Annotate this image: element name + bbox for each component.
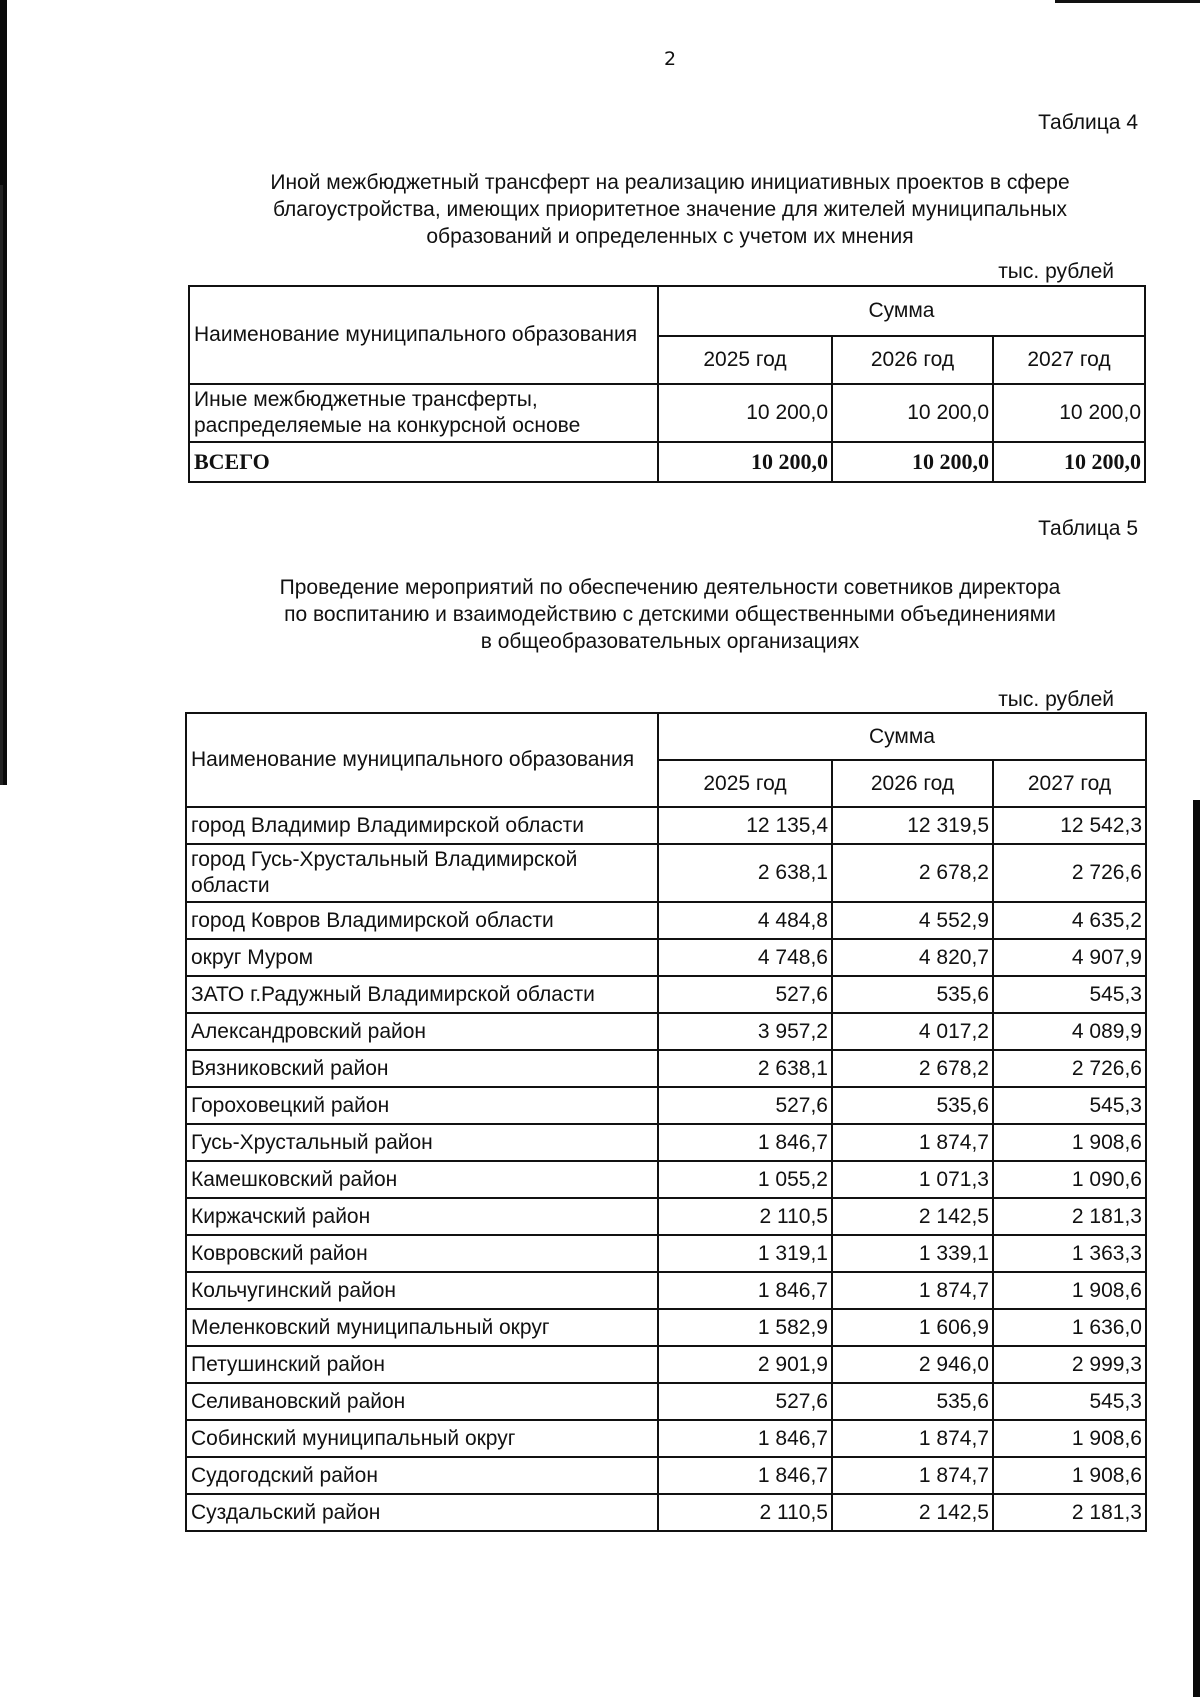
- table-row: [186, 1457, 1146, 1494]
- table4: [188, 285, 1146, 483]
- row-value-2027: 12 542,3: [993, 807, 1146, 844]
- row-value-2026: 535,6: [832, 976, 993, 1013]
- table5-caption-line: в общеобразовательных организациях: [480, 630, 860, 653]
- row-value-2026: 1 606,9: [832, 1309, 993, 1346]
- row-value-2026: 2 946,0: [832, 1346, 993, 1383]
- row-name: Гороховецкий район: [186, 1087, 658, 1124]
- table4-header-year: 2027 год: [993, 336, 1145, 384]
- table-row: [186, 807, 1146, 844]
- row-value-2025: 1 846,7: [658, 1272, 832, 1309]
- total-value-2025: 10 200,0: [658, 442, 832, 482]
- table-row: [186, 939, 1146, 976]
- row-value-2025: 2 638,1: [658, 1050, 832, 1087]
- row-value-2025: 1 846,7: [658, 1420, 832, 1457]
- table-row: [186, 844, 1146, 902]
- row-value-2026: 2 142,5: [832, 1198, 993, 1235]
- row-value-2026: 1 071,3: [832, 1161, 993, 1198]
- row-value-2027: 1 090,6: [993, 1161, 1146, 1198]
- row-value-2025: 1 846,7: [658, 1457, 832, 1494]
- row-value-2027: 2 726,6: [993, 844, 1146, 902]
- row-value-2027: 1 908,6: [993, 1420, 1146, 1457]
- row-value-2025: 2 638,1: [658, 844, 832, 902]
- table4-caption-line: Иной межбюджетный трансферт на реализацию инициативных проектов в сфере: [270, 171, 1070, 194]
- row-value-2025: 12 135,4: [658, 807, 832, 844]
- table-row: [186, 1383, 1146, 1420]
- total-label: ВСЕГО: [189, 442, 658, 482]
- row-value-2025: 1 055,2: [658, 1161, 832, 1198]
- table4-header-sum: Сумма: [658, 286, 1145, 336]
- row-value-2027: 545,3: [993, 1087, 1146, 1124]
- row-value-2027: 545,3: [993, 1383, 1146, 1420]
- row-value-2027: 4 635,2: [993, 902, 1146, 939]
- table4-caption: [200, 169, 1140, 250]
- row-name: Камешковский район: [186, 1161, 658, 1198]
- row-value-2025: 10 200,0: [658, 384, 832, 442]
- table4-label: Таблица 4: [1038, 111, 1138, 134]
- table5-header-name: Наименование муниципального образования: [186, 713, 658, 807]
- table4-caption-line: благоустройства, имеющих приоритетное значение для жителей муниципальных: [272, 198, 1068, 221]
- table5-header-year: 2026 год: [832, 760, 993, 807]
- table5-header-sum: Сумма: [658, 713, 1146, 760]
- row-value-2026: 1 874,7: [832, 1124, 993, 1161]
- row-value-2025: 2 110,5: [658, 1198, 832, 1235]
- row-value-2026: 12 319,5: [832, 807, 993, 844]
- row-value-2027: 1 908,6: [993, 1457, 1146, 1494]
- row-name: Петушинский район: [186, 1346, 658, 1383]
- table5-units: тыс. рублей: [998, 688, 1114, 711]
- row-value-2025: 527,6: [658, 1383, 832, 1420]
- table5-header-row: [186, 713, 1146, 760]
- row-value-2025: 4 748,6: [658, 939, 832, 976]
- row-name: округ Муром: [186, 939, 658, 976]
- row-value-2027: 1 908,6: [993, 1124, 1146, 1161]
- table-row: [186, 1420, 1146, 1457]
- table4-header-year: 2026 год: [832, 336, 993, 384]
- row-value-2025: 1 582,9: [658, 1309, 832, 1346]
- total-value-2026: 10 200,0: [832, 442, 993, 482]
- row-value-2027: 4 089,9: [993, 1013, 1146, 1050]
- row-value-2027: 545,3: [993, 976, 1146, 1013]
- row-value-2026: 4 017,2: [832, 1013, 993, 1050]
- table4-units: тыс. рублей: [998, 260, 1114, 283]
- row-value-2025: 3 957,2: [658, 1013, 832, 1050]
- table-row: [186, 976, 1146, 1013]
- table4-header-row: [189, 286, 1145, 336]
- scan-edge-left-inner: [0, 185, 3, 785]
- table-row: [186, 1198, 1146, 1235]
- row-name: город Ковров Владимирской области: [186, 902, 658, 939]
- scan-edge-right: [1193, 800, 1200, 1697]
- row-name: Ковровский район: [186, 1235, 658, 1272]
- table4-header-year: 2025 год: [658, 336, 832, 384]
- row-value-2026: 4 820,7: [832, 939, 993, 976]
- table5-body: [186, 807, 1146, 1531]
- row-name: Собинский муниципальный округ: [186, 1420, 658, 1457]
- row-name: Меленковский муниципальный округ: [186, 1309, 658, 1346]
- row-value-2027: 1 363,3: [993, 1235, 1146, 1272]
- table4-header-name: Наименование муниципального образования: [189, 286, 658, 384]
- total-value-2027: 10 200,0: [993, 442, 1145, 482]
- row-value-2026: 10 200,0: [832, 384, 993, 442]
- row-name: Киржачский район: [186, 1198, 658, 1235]
- table-row: [189, 384, 1145, 442]
- row-value-2026: 1 874,7: [832, 1272, 993, 1309]
- table-row: [186, 1494, 1146, 1531]
- row-value-2027: 1 636,0: [993, 1309, 1146, 1346]
- table5-label: Таблица 5: [1038, 517, 1138, 540]
- row-value-2026: 535,6: [832, 1383, 993, 1420]
- row-value-2026: 1 874,7: [832, 1457, 993, 1494]
- page-number: 2: [663, 48, 677, 70]
- row-name: Гусь-Хрустальный район: [186, 1124, 658, 1161]
- row-value-2025: 1 319,1: [658, 1235, 832, 1272]
- row-value-2026: 2 678,2: [832, 844, 993, 902]
- table-row: [186, 902, 1146, 939]
- row-value-2025: 527,6: [658, 1087, 832, 1124]
- table-row: [186, 1309, 1146, 1346]
- table-row: [186, 1087, 1146, 1124]
- table-row: [186, 1346, 1146, 1383]
- row-name: Александровский район: [186, 1013, 658, 1050]
- row-value-2025: 1 846,7: [658, 1124, 832, 1161]
- row-value-2027: 2 726,6: [993, 1050, 1146, 1087]
- scan-edge-top: [1055, 0, 1200, 3]
- table-row: [186, 1013, 1146, 1050]
- table-row: [186, 1050, 1146, 1087]
- table5-caption-line: по воспитанию и взаимодействию с детскими общественными объединениями: [284, 603, 1056, 626]
- row-value-2025: 2 901,9: [658, 1346, 832, 1383]
- row-name: Иные межбюджетные трансферты, распределяемые на конкурсной основе: [189, 384, 658, 442]
- row-value-2026: 4 552,9: [832, 902, 993, 939]
- row-value-2025: 2 110,5: [658, 1494, 832, 1531]
- row-value-2027: 10 200,0: [993, 384, 1145, 442]
- row-value-2025: 4 484,8: [658, 902, 832, 939]
- table-row: [186, 1124, 1146, 1161]
- row-value-2027: 1 908,6: [993, 1272, 1146, 1309]
- table-row: [186, 1235, 1146, 1272]
- row-name: город Гусь-Хрустальный Владимирской области: [186, 844, 658, 902]
- table5-caption: [200, 574, 1140, 655]
- table5-caption-line: Проведение мероприятий по обеспечению деятельности советников директора: [279, 576, 1061, 599]
- row-value-2027: 2 181,3: [993, 1494, 1146, 1531]
- row-name: Суздальский район: [186, 1494, 658, 1531]
- row-value-2027: 2 181,3: [993, 1198, 1146, 1235]
- table5-header-year: 2027 год: [993, 760, 1146, 807]
- table5-header-year: 2025 год: [658, 760, 832, 807]
- row-value-2026: 1 339,1: [832, 1235, 993, 1272]
- table5: [185, 712, 1147, 1532]
- row-value-2026: 535,6: [832, 1087, 993, 1124]
- row-value-2026: 2 142,5: [832, 1494, 993, 1531]
- row-name: ЗАТО г.Радужный Владимирской области: [186, 976, 658, 1013]
- row-value-2027: 2 999,3: [993, 1346, 1146, 1383]
- row-value-2026: 1 874,7: [832, 1420, 993, 1457]
- row-name: город Владимир Владимирской области: [186, 807, 658, 844]
- table-row: [186, 1272, 1146, 1309]
- row-name: Судогодский район: [186, 1457, 658, 1494]
- table4-caption-line: образований и определенных с учетом их мнения: [426, 225, 914, 248]
- row-value-2025: 527,6: [658, 976, 832, 1013]
- row-value-2027: 4 907,9: [993, 939, 1146, 976]
- row-value-2026: 2 678,2: [832, 1050, 993, 1087]
- table4-total-row: [189, 442, 1145, 482]
- row-name: Селивановский район: [186, 1383, 658, 1420]
- table-row: [186, 1161, 1146, 1198]
- row-name: Вязниковский район: [186, 1050, 658, 1087]
- row-name: Кольчугинский район: [186, 1272, 658, 1309]
